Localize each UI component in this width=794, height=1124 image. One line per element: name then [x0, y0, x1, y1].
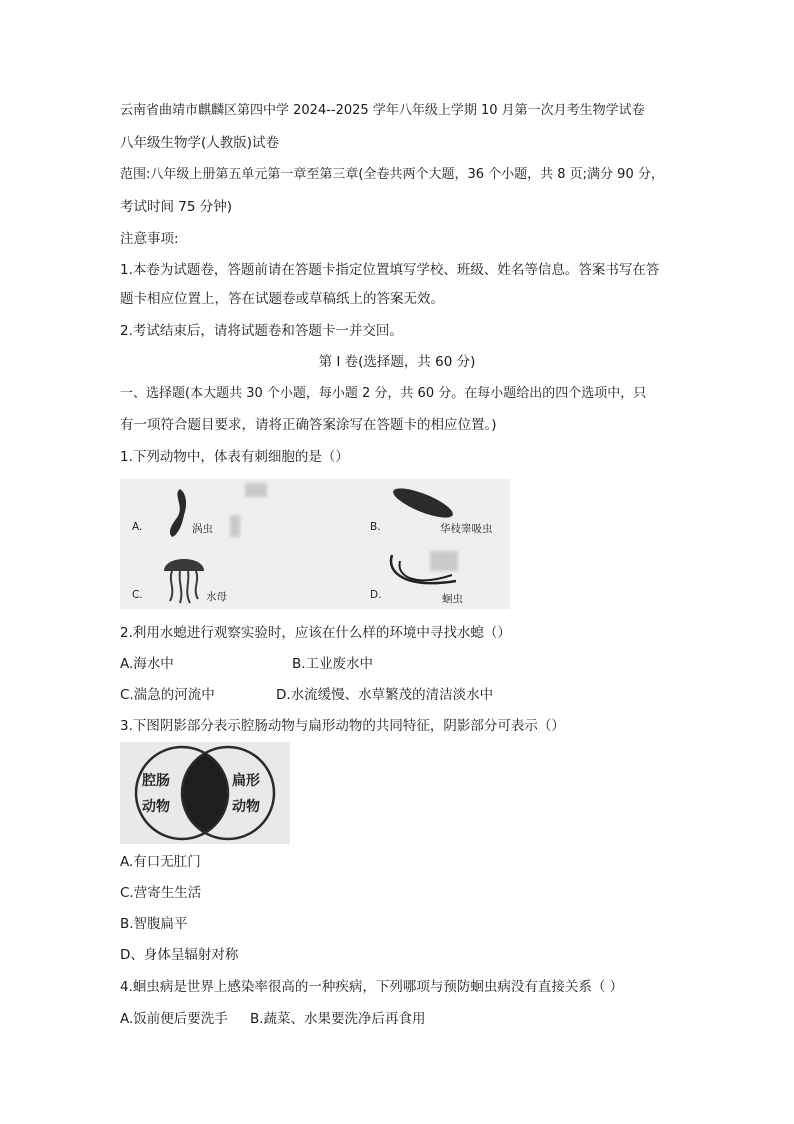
note-1-line-2: 题卡相应位置上，答在试题卷或草稿纸上的答案无效。 — [120, 291, 444, 307]
notes-heading: 注意事项: — [120, 231, 179, 247]
liver-fluke-icon — [388, 483, 458, 523]
question-2-option-d: D.水流缓慢、水草繁茂的清洁淡水中 — [276, 687, 494, 703]
option-d-name: 蛔虫 — [442, 593, 463, 605]
question-3-venn-diagram — [120, 742, 290, 844]
question-2-option-c: C.湍急的河流中 — [120, 687, 215, 703]
question-4-option-b: B.蔬菜、水果要洗净后再食用 — [250, 1011, 426, 1027]
option-b-letter: B. — [370, 521, 381, 533]
option-a-letter: A. — [132, 521, 143, 533]
section-title: 第 I 卷(选择题，共 60 分) — [318, 354, 476, 370]
question-2-option-a: A.海水中 — [120, 656, 174, 672]
question-1-stem: 1.下列动物中，体表有刺细胞的是（） — [120, 449, 349, 465]
section-instructions-line-2: 有一项符合题目要求，请将正确答案涂写在答题卡的相应位置。) — [120, 417, 497, 433]
venn-right-label-2: 动物 — [232, 799, 260, 815]
question-2-option-b: B.工业废水中 — [292, 656, 374, 672]
option-a-name: 涡虫 — [192, 523, 213, 535]
question-3-stem: 3.下图阴影部分表示腔肠动物与扁形动物的共同特征，阴影部分可表示（） — [120, 718, 565, 734]
roundworm-icon — [386, 551, 462, 595]
venn-left-label-1: 腔肠 — [142, 773, 170, 789]
smudge — [245, 483, 267, 497]
section-instructions-line-1: 一、选择题(本大题共 30 个小题，每小题 2 分，共 60 分。在每小题给出的四个选项中，只 — [120, 386, 647, 401]
venn-left-label-2: 动物 — [142, 799, 170, 815]
question-1-figure — [120, 479, 510, 609]
option-c-name: 水母 — [206, 591, 227, 603]
venn-right-label-1: 扁形 — [232, 773, 260, 789]
exam-title: 云南省曲靖市麒麟区第四中学 2024--2025 学年八年级上学期 10 月第一次月考生物学试卷 — [120, 103, 645, 118]
option-b-name: 华枝睾吸虫 — [440, 523, 493, 535]
scope-line-1: 范围:八年级上册第五单元第一章至第三章(全卷共两个大题，36 个小题，共 8 页;满分 90 分， — [120, 167, 664, 182]
scope-line-2: 考试时间 75 分钟) — [120, 199, 233, 215]
question-3-option-b: B.智腹扁平 — [120, 916, 188, 932]
note-1-line-1: 1.本卷为试题卷，答题前请在答题卡指定位置填写学校、班级、姓名等信息。答案书写在答 — [120, 262, 660, 278]
question-4-stem: 4.蛔虫病是世界上感染率很高的一种疾病，下列哪项与预防蛔虫病没有直接关系（ ） — [120, 979, 624, 995]
option-d-letter: D. — [370, 589, 382, 601]
question-3-option-c: C.营寄生生活 — [120, 885, 202, 901]
planarian-icon — [160, 485, 190, 540]
jellyfish-icon — [154, 549, 214, 605]
exam-subtitle: 八年级生物学(人教版)试卷 — [120, 135, 280, 151]
smudge — [230, 515, 240, 537]
question-3-option-a: A.有口无肛门 — [120, 854, 201, 870]
question-2-stem: 2.利用水螅进行观察实验时，应该在什么样的环境中寻找水螅（） — [120, 625, 511, 641]
question-4-option-a: A.饭前便后要洗手 — [120, 1011, 228, 1027]
question-3-option-d: D、身体呈辐射对称 — [120, 947, 239, 963]
note-2: 2.考试结束后，请将试题卷和答题卡一并交回。 — [120, 323, 403, 339]
option-c-letter: C. — [132, 589, 143, 601]
